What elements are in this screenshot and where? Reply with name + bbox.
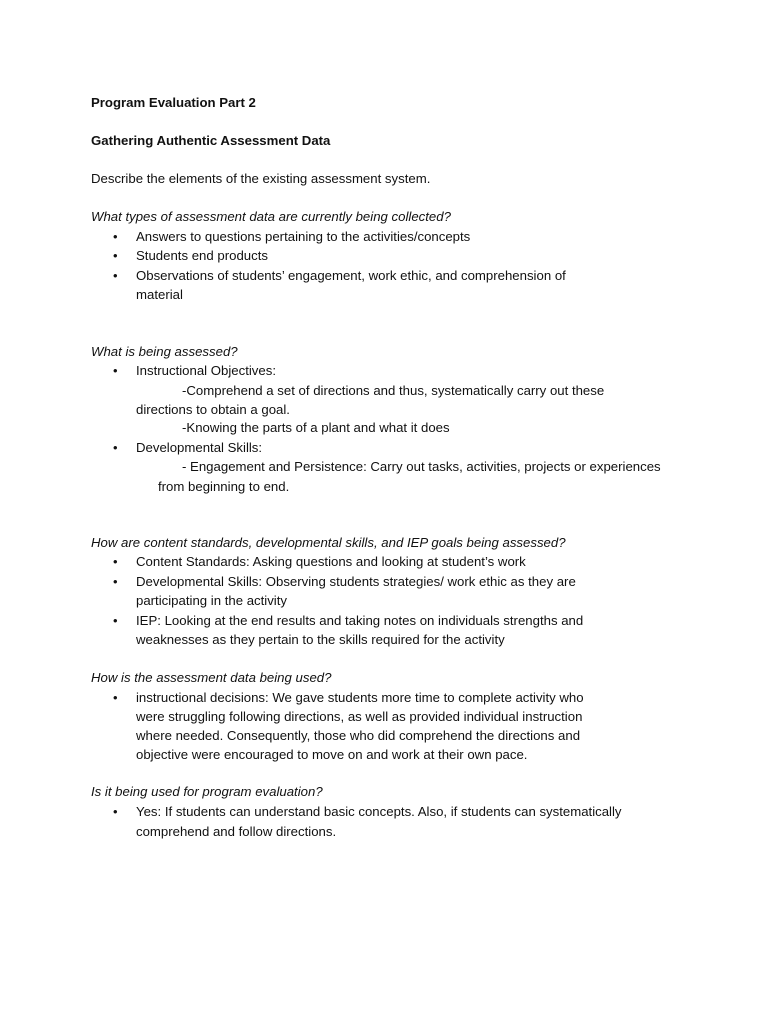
bullet-icon: •	[113, 229, 118, 244]
list-item-text: Content Standards: Asking questions and looking at student’s work	[136, 554, 526, 569]
document-subtitle: Gathering Authentic Assessment Data	[91, 133, 331, 148]
list-item-continuation: comprehend and follow directions.	[136, 824, 337, 839]
bullet-icon: •	[113, 248, 118, 263]
bullet-icon: •	[113, 574, 118, 589]
section-question: How are content standards, developmental skills, and IEP goals being assessed?	[91, 535, 566, 550]
section-question: What types of assessment data are currently being collected?	[91, 209, 451, 224]
sub-item-text: -Comprehend a set of directions and thus, systematically carry out these	[182, 383, 605, 398]
list-item-continuation: were struggling following directions, as well as provided individual instruction	[136, 709, 583, 724]
section-question: Is it being used for program evaluation?	[91, 784, 323, 799]
list-item-text: Observations of students’ engagement, work ethic, and comprehension of	[136, 268, 566, 283]
list-item-text: Answers to questions pertaining to the activities/concepts	[136, 229, 471, 244]
list-item-text: instructional decisions: We gave students more time to complete activity who	[136, 690, 584, 705]
list-item-continuation: objective were encouraged to move on and work at their own pace.	[136, 747, 528, 762]
sub-item-continuation: directions to obtain a goal.	[136, 402, 290, 417]
sub-item-text: - Engagement and Persistence: Carry out tasks, activities, projects or experiences	[182, 459, 661, 474]
list-item-text: Developmental Skills:	[136, 440, 263, 455]
list-item-continuation: where needed. Consequently, those who did comprehend the directions and	[136, 728, 581, 743]
bullet-icon: •	[113, 363, 118, 378]
list-item-text: Yes: If students can understand basic concepts. Also, if students can systematically	[136, 804, 622, 819]
sub-item-continuation: from beginning to end.	[158, 479, 290, 494]
list-item-continuation: participating in the activity	[136, 593, 287, 608]
bullet-icon: •	[113, 554, 118, 569]
sub-item-text: -Knowing the parts of a plant and what it does	[182, 420, 450, 435]
document-title: Program Evaluation Part 2	[91, 95, 256, 110]
bullet-icon: •	[113, 613, 118, 628]
list-item-continuation: material	[136, 287, 183, 302]
list-item-continuation: weaknesses as they pertain to the skills required for the activity	[136, 632, 505, 647]
list-item-text: Students end products	[136, 248, 268, 263]
list-item-text: Instructional Objectives:	[136, 363, 276, 378]
list-item-text: Developmental Skills: Observing students strategies/ work ethic as they are	[136, 574, 576, 589]
intro-text: Describe the elements of the existing assessment system.	[91, 171, 431, 186]
section-question: How is the assessment data being used?	[91, 670, 332, 685]
bullet-icon: •	[113, 804, 118, 819]
bullet-icon: •	[113, 690, 118, 705]
section-question: What is being assessed?	[91, 344, 238, 359]
bullet-icon: •	[113, 440, 118, 455]
list-item-text: IEP: Looking at the end results and taking notes on individuals strengths and	[136, 613, 584, 628]
bullet-icon: •	[113, 268, 118, 283]
